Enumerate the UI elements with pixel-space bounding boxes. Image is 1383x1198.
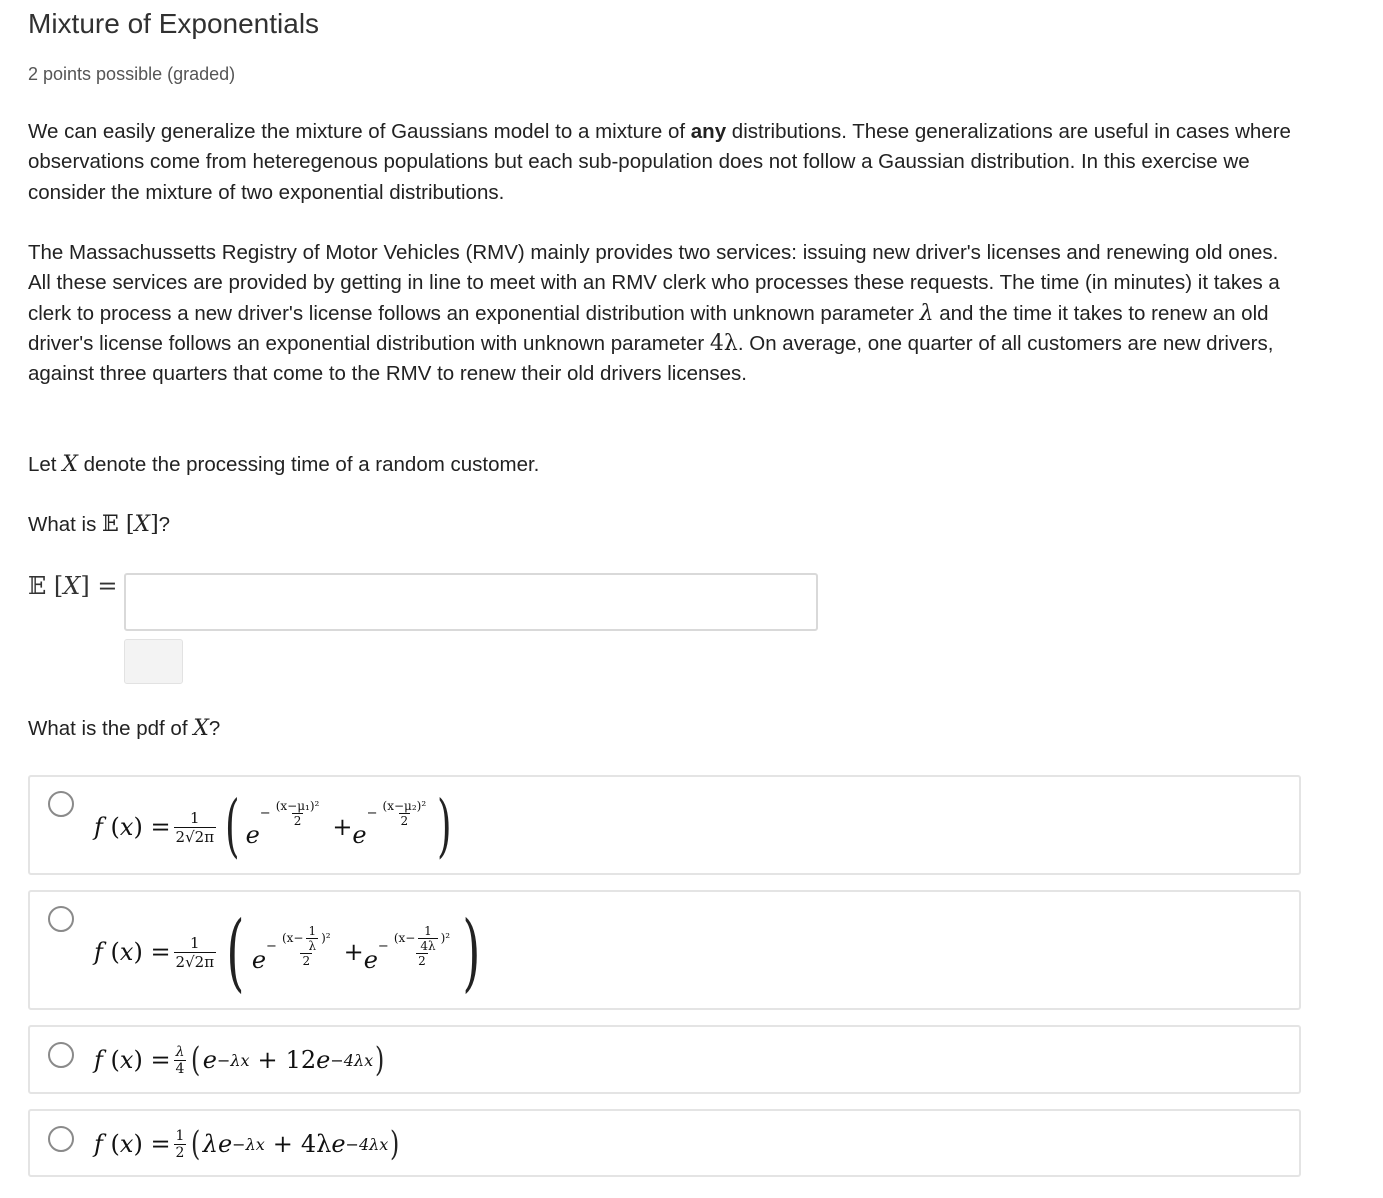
inner-denominator: λ <box>308 939 317 953</box>
question-2-prompt <box>28 714 1303 744</box>
formula-option-3: f ( x ) = $\frac{\lambda}{4}$ ( e −λx + 12 e −4λx ) <box>94 1040 385 1080</box>
exponential-term-1 <box>245 799 325 849</box>
question-text: What is <box>28 513 103 536</box>
exponential-term-1 <box>251 924 336 974</box>
inner-denominator: 4λ <box>420 939 436 953</box>
choice-option-1[interactable] <box>28 775 1301 875</box>
radio-button-option-1[interactable] <box>48 791 74 817</box>
exponent-term-1: −λx <box>216 1050 250 1070</box>
radio-button-option-2[interactable] <box>48 906 74 932</box>
exponent-denominator: 2 <box>400 814 409 828</box>
math-X: X <box>63 572 81 600</box>
math-e: e <box>217 1130 233 1158</box>
math-e: e <box>251 946 267 974</box>
math-X: X <box>62 452 78 477</box>
exponent-term-2: −4λx <box>345 1134 389 1154</box>
math-coefficient: 12 <box>285 1046 317 1074</box>
fraction-numerator: 1 <box>190 808 200 827</box>
coefficient-fraction <box>174 809 217 846</box>
math-X: X <box>134 512 151 537</box>
math-f: f <box>94 1046 103 1074</box>
math-minus: − <box>377 938 389 954</box>
math-f: f <box>94 813 103 841</box>
formula-option-4: f ( x ) = $\frac{1}{2}$ ( λ e −λx + 4λ e −4λx ) <box>94 1124 400 1164</box>
math-plus: + <box>272 1130 293 1158</box>
math-equals: = <box>150 1130 171 1158</box>
points-possible: 2 points possible (graded) <box>28 64 236 84</box>
exponent-text: )² <box>321 931 331 945</box>
answer-label: 𝔼 [X] = <box>28 572 118 600</box>
exponential-term-2 <box>352 799 431 849</box>
radio-button-option-4[interactable] <box>48 1126 74 1152</box>
exponent-denominator: 2 <box>293 814 302 828</box>
fraction-denominator: 2 <box>175 1144 185 1161</box>
math-e: e <box>331 1130 346 1158</box>
intro-text: We can easily generalize the mixture of Gaussians model to a mixture of <box>28 120 691 143</box>
math-f: f <box>94 938 103 966</box>
intro-text: and the time it takes to renew an old driver's license follows an exponential distribution with unknown parameter <box>28 301 1269 355</box>
choice-option-3[interactable] <box>28 1025 1301 1094</box>
math-coefficient: 4λ <box>300 1130 332 1158</box>
exponent-denominator: 2 <box>302 954 311 968</box>
math-equals: = <box>150 1046 171 1074</box>
math-x: x <box>119 1130 134 1158</box>
exponent-denominator: 2 <box>418 954 426 968</box>
exponent-text: (x− <box>393 931 416 945</box>
fraction-denominator: 2√2π <box>175 952 215 971</box>
math-f: f <box>94 1130 103 1158</box>
fraction-denominator: 2√2π <box>175 827 215 846</box>
question-text: ? <box>208 717 221 740</box>
math-x: x <box>119 1046 134 1074</box>
coefficient-fraction <box>174 1128 187 1161</box>
math-equals: = <box>150 938 171 966</box>
math-four-lambda: 4λ <box>709 330 738 356</box>
math-minus: − <box>259 806 271 821</box>
question-1-prompt: What is 𝔼 [X]? <box>28 512 171 537</box>
inner-numerator: 1 <box>308 924 317 938</box>
math-equals: = <box>150 813 171 841</box>
formula-option-2: f ( x ) = $\frac{1}{2√2\pi}$ ( e − (x− $\frac{1}{\lambda}$ )² 2 + e − (x− $\frac{1}{4\lambda}$ )² 2 ) <box>94 903 481 1001</box>
coefficient-fraction <box>174 1044 187 1077</box>
exponent-numerator: (x−μ₁)² <box>275 799 320 813</box>
formula-option-1: f ( x ) = $\frac{1}{2√2\pi}$ ( e − $\frac{\text{(x−μ₁)²}}{2}$ + e − $\frac{\text{(x−μ₂)²}}{2}$ ) <box>94 787 452 866</box>
expectation-answer-input[interactable] <box>124 573 818 631</box>
math-e: e <box>363 946 378 974</box>
fraction-numerator: 1 <box>190 933 200 952</box>
right-paren: ) <box>375 1040 385 1080</box>
left-paren: ( <box>191 1040 201 1080</box>
right-paren: ) <box>390 1124 400 1164</box>
fraction-numerator: λ <box>175 1043 185 1060</box>
intro-bold-any: any <box>690 120 727 143</box>
math-e: e <box>245 821 260 849</box>
math-plus: + <box>332 813 353 841</box>
intro-paragraph-1 <box>28 117 1303 208</box>
intro-text: Let <box>28 453 63 476</box>
intro-text: . On average, one quarter of all customers are new drivers, against three quarters that come to the RMV to renew their old drivers licenses. <box>28 331 1274 386</box>
math-minus: − <box>266 938 277 954</box>
math-X: X <box>193 716 209 741</box>
right-paren: ) <box>437 787 452 866</box>
exponent-text: (x− <box>281 931 304 945</box>
left-paren: ( <box>191 1124 201 1164</box>
math-e: e <box>352 821 367 849</box>
math-lambda: λ <box>919 300 934 326</box>
math-x: x <box>119 938 134 966</box>
left-paren: ( <box>226 903 245 1001</box>
math-e: e <box>316 1046 331 1074</box>
question-text: What is the pdf of <box>28 717 194 740</box>
choice-option-4[interactable] <box>28 1109 1301 1177</box>
math-e: e <box>202 1046 217 1074</box>
intro-text: The Massachussetts Registry of Motor Vehicles (RMV) mainly provides two services: issuing new driver's licenses and renewing old ones. All these services are provided by getting in line to meet with an RMV clerk who processes these requests. The time (in minutes) it takes a clerk to process a new driver's license follows an exponential distribution with unknown parameter <box>28 241 1280 325</box>
exponent-numerator: (x−μ₂)² <box>382 799 427 813</box>
exponent-term-1: −λx <box>232 1134 265 1154</box>
intro-paragraph-2 <box>28 238 1303 389</box>
answer-preview-box <box>124 639 183 684</box>
left-paren: ( <box>225 787 240 866</box>
exponent-text: )² <box>440 931 451 945</box>
math-plus: + <box>343 938 364 966</box>
fraction-denominator: 4 <box>175 1060 185 1077</box>
intro-paragraph-3 <box>28 450 1303 480</box>
math-minus: − <box>366 806 378 821</box>
choice-option-2[interactable] <box>28 890 1301 1010</box>
math-plus: + <box>257 1046 278 1074</box>
radio-button-option-3[interactable] <box>48 1042 74 1068</box>
intro-text: denote the processing time of a random customer. <box>77 453 540 476</box>
exponential-term-2 <box>363 924 455 974</box>
math-expectation: 𝔼 <box>102 512 119 537</box>
coefficient-fraction <box>174 934 217 971</box>
fraction-numerator: 1 <box>175 1127 185 1144</box>
intro-text: distributions. These generalizations are useful in cases where observations come from heteregenous populations but each sub-population does not follow a Gaussian distribution. In this exercise we consider the mixture of two exponential distributions. <box>28 120 1291 204</box>
math-expectation: 𝔼 <box>28 572 47 600</box>
question-text: ? <box>158 513 171 536</box>
problem-title: Mixture of Exponentials <box>28 8 320 39</box>
math-lambda: λ <box>202 1130 218 1158</box>
right-paren: ) <box>462 903 481 1001</box>
exponent-term-2: −4λx <box>330 1050 374 1070</box>
math-x: x <box>119 813 134 841</box>
math-equals: = <box>97 572 118 600</box>
inner-numerator: 1 <box>424 924 432 938</box>
